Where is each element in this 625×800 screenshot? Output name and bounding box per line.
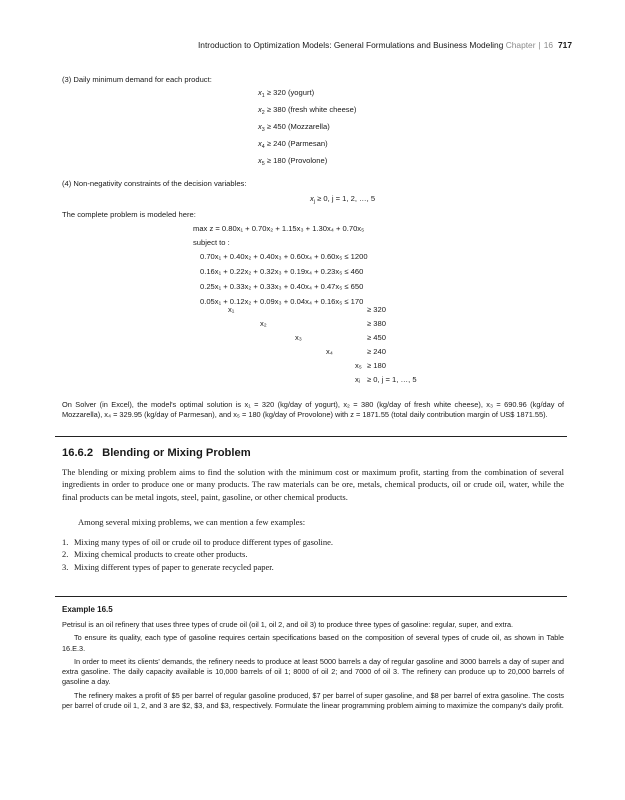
constraint-row: 0.16x₁ + 0.22x₂ + 0.32x₃ + 0.19x₄ + 0.23x₅ ≤ 460 [200,267,364,276]
bound-var: x₄ [326,347,333,356]
nonneg-label: (4) Non-negativity constraints of the decision variables: [62,179,247,188]
bound-rhs: ≥ 180 [367,361,386,370]
section-paragraph-intro: Among several mixing problems, we can mention a few examples: [78,517,306,527]
header-chapter-label: Chapter [505,40,536,50]
bound-rhs: ≥ 380 [367,319,386,328]
list-item: 1. Mixing many types of oil or crude oil to produce different types of gasoline. [62,537,334,547]
demand-row: $x_4 \ge 240$ (Parmesan) [258,139,328,150]
constraint-list [200,251,368,307]
bound-rhs: ≥ 320 [367,305,386,314]
demand-row: $x_1 \ge 320$ (yogurt) [258,88,315,99]
bound-var: x₁ [228,305,235,314]
header-separator: | [538,40,541,50]
bound-rhs: ≥ 450 [367,333,386,342]
header-chapter-number: 16 [543,40,554,50]
examples-list [62,536,333,573]
bound-var: xⱼ [355,375,361,384]
example-paragraph: To ensure its quality, each type of gasoline requires certain specifications based on the composition of several types of crude oil, as shown in Table 16.E.3. [62,633,564,653]
complete-label: The complete problem is modeled here: [62,210,196,219]
constraint-row: 0.05x₁ + 0.12x₂ + 0.09x₃ + 0.04x₄ + 0.16x₅ ≤ 170 [200,297,364,306]
section-divider [55,436,567,437]
example-title: Example 16.5 [62,605,113,614]
bound-var: x₂ [260,319,267,328]
constraint-row: 0.70x₁ + 0.40x₂ + 0.40x₃ + 0.60x₄ + 0.60x₅ ≤ 1200 [200,252,368,261]
demand-row: $x_5 \ge 180$ (Provolone) [258,156,328,167]
subject-to: subject to : [193,238,230,247]
bound-var: x₅ [355,361,362,370]
demand-row: $x_3 \ge 450$ (Mozzarella) [258,122,330,133]
bound-rhs: ≥ 240 [367,347,386,356]
page-number: 717 [558,40,572,50]
example-top-rule [55,596,567,597]
example-body [62,620,564,711]
section-paragraph: The blending or mixing problem aims to find the solution with the minimum cost or maximum profit, starting from the combination of several ingredients in order to produce one or many products. The raw materials can be ore, metals, chemical products, oil or crude oil, water, while the final products can be metal ingots, steel, paint, gasoline, or other chemical products. [62,467,564,502]
list-item: 3. Mixing different types of paper to generate recycled paper. [62,561,274,572]
objective-function: max z = 0.80x₁ + 0.70x₂ + 1.15x₃ + 1.30x₄ + 0.70x₅ [193,224,365,233]
header-title: Introduction to Optimization Models: General Formulations and Business Modeling [197,40,504,50]
solver-result-text: On Solver (in Excel), the model's optimal solution is x₁ = 320 (kg/day of yogurt), x₂ = 380 (kg/day of fresh white cheese), x₃ = 690.96 (kg/day of Mozzarella), x₄ = 329.95 (kg/day of Parmesan), and x₅ = 180 (kg/day of Provolone) with z = 1871.55 (total daily contribution margin of US$ 1871.55). [62,400,564,420]
section-heading [62,447,251,459]
example-paragraph: Petrisul is an oil refinery that uses three types of crude oil (oil 1, oil 2, and oil 3) to produce three types of gasoline: regular, super, and extra. [62,620,514,629]
demand-constraints [258,87,356,166]
section-title: Blending or Mixing Problem [102,447,251,459]
bound-var: x₃ [295,333,302,342]
list-item: 2. Mixing chemical products to create other products. [62,549,248,560]
section-number: 16.6.2 [62,447,94,459]
example-paragraph: The refinery makes a profit of $5 per barrel of regular gasoline produced, $7 per barrel of super gasoline, and $8 per barrel of extra gasoline. The costs per barrel of crude oil 1, 2, and 3 are $2, $3, and $3, respectively. Formulate the linear programming problem aiming to maximize the company's daily profit. [62,690,564,711]
nonneg-equation: $x_j \ge 0$, j = 1, 2, …, 5 [310,194,376,205]
example-paragraph: In order to meet its clients' demands, the refinery needs to produce at least 5000 barrels a day of regular gasoline and 3000 barrels a day of super and extra gasoline. The daily capacity available is 10,000 barrels of oil 1; 8000 of oil 2; and 7000 of oil 3. The refinery can produce up to 20,000 barrels of gasoline a day. [62,656,564,687]
bound-rhs: ≥ 0, j = 1, …, 5 [367,375,417,384]
demand-label: (3) Daily minimum demand for each product: [62,75,212,84]
demand-row: $x_2 \ge 380$ (fresh white cheese) [258,105,357,116]
running-header [0,40,572,50]
constraint-row: 0.25x₁ + 0.33x₂ + 0.33x₃ + 0.40x₄ + 0.47x₅ ≤ 650 [200,282,364,291]
